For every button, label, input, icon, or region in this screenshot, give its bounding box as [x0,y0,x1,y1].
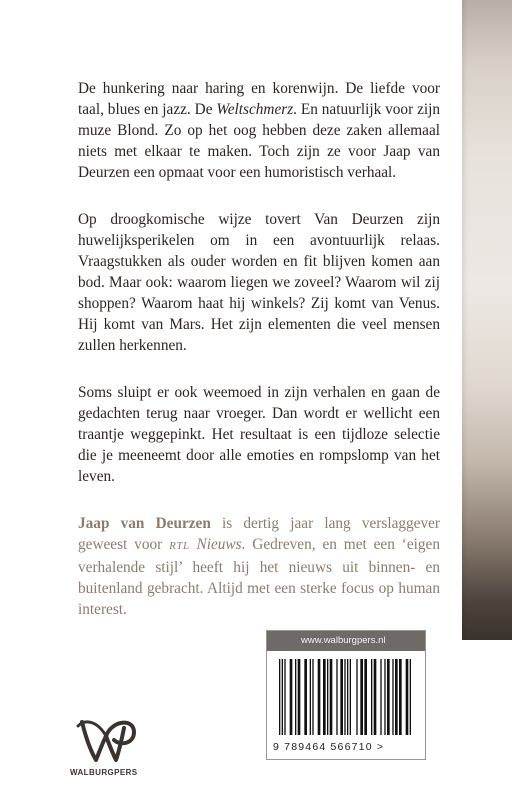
barcode-bar [330,659,333,735]
blurb-text-segment: De hunkering naar haring en korenwijn. De liefde voor taal, blues en jazz. De [78,80,440,118]
news-outlet [169,536,241,553]
publisher-name: WALBURGPERS [70,768,138,777]
barcode-bar [279,659,280,735]
blurb-text [78,78,440,620]
barcode-bar [387,659,390,735]
barcode-bar [384,659,385,735]
blurb-text-segment: . En natuurlijk voor zijn muze Blond. Zo op het oog hebben deze zaken allemaal niets met elkaar te maken. Toch zijn ze voor Jaap van Deurzen een opmaat voor een humoristisch verhaal. [78,101,441,181]
barcode-bar [395,659,398,735]
barcode-bar [380,659,381,735]
author-name: Jaap van Deurzen [78,515,211,532]
barcode-bar [340,659,343,735]
publisher-url: www.walburgpers.nl [267,631,425,651]
barcode-bar [310,659,311,735]
barcode-bar [298,659,301,735]
barcode-bar [350,659,351,735]
barcode-bar [323,659,326,735]
barcode-bar [407,659,408,735]
blurb-italic-term: Weltschmerz [216,101,294,118]
barcode-bar [344,659,345,735]
barcode-bar [392,659,393,735]
barcode-bar [399,659,402,735]
barcode-bar [406,659,407,735]
barcode-bar [364,659,367,735]
author-bio-segment: . Gedreven, en met een ‘eigen verhalende stijl’ heeft hij het nieuws uit binnen- en buitenland gebracht. Altijd met een sterke focus op human interest. [78,536,440,618]
news-outlet-abbrev: RTL [169,540,190,552]
barcode-bar [304,659,307,735]
wp-monogram-icon [76,714,140,770]
barcode-bar [290,659,293,735]
barcode-bar [327,659,328,735]
author-bio-segment: is dertig jaar lang verslaggever geweest voor [78,515,440,553]
blurb-paragraph-3: Soms sluipt er ook weemoed in zijn verhalen en gaan de gedachten terug naar vroeger. Dan wordt er wellicht een traantje weggepinkt. Het resultaat is een tijdloze selectie die je meeneemt door alle emoties en rompslomp van het leven. [78,384,440,485]
barcode-bar [318,659,321,735]
barcode-bar [374,659,377,735]
barcode-bar [360,659,363,735]
cover-image-strip [462,0,512,640]
barcode-bar [284,659,285,735]
barcode-block [266,630,426,760]
barcode-bar [410,659,411,735]
blurb-paragraph-2: Op droogkomische wijze tovert Van Deurzen zijn huwelijksperikelen om in een avontuurlijk relaas. Vraagstukken als ouder worden en fit blijven komen aan bod. Maar ook: waarom liegen we zoveel? Waarom wil zij shoppen? Waarom haat hij winkels? Zij komt van Venus. Hij komt van Mars. Het zijn elementen die veel mensen zullen herkennen. [78,211,440,354]
author-bio [78,513,440,620]
barcode-bar [282,659,283,735]
barcode-icon [277,659,415,739]
news-outlet-name: Nieuws [189,536,242,553]
barcode-bar [336,659,337,735]
barcode-bar [347,659,348,735]
barcode-bar [356,659,357,735]
barcode-bar [295,659,296,735]
barcode-bar [312,659,313,735]
barcode-bar [371,659,372,735]
isbn-digits: 9 789464 566710 > [273,741,385,753]
blurb-paragraph-1 [78,78,440,183]
